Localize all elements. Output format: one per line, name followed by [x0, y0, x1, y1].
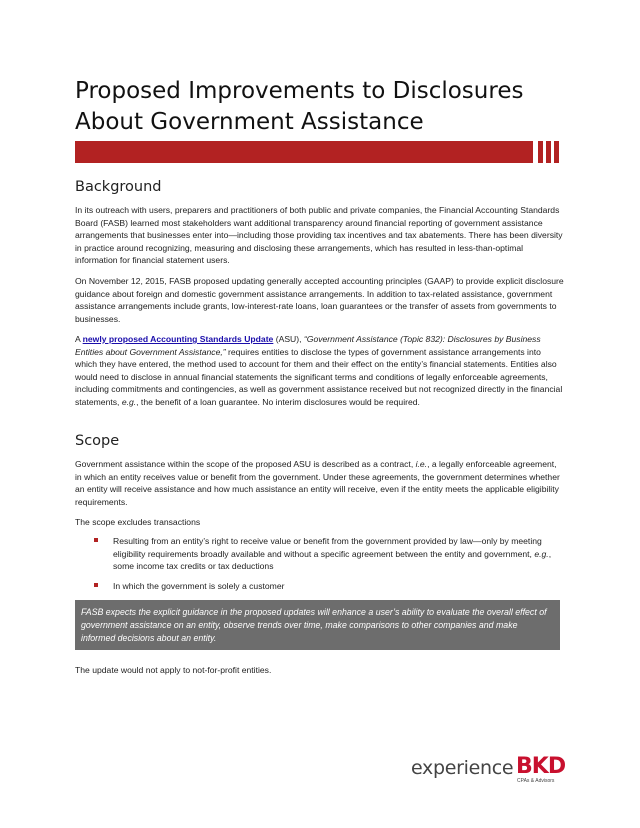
exclusions-list [94, 535, 564, 599]
logo-brand: BKD [516, 754, 566, 779]
bullet1-eg: e.g. [534, 548, 549, 559]
scope-heading: Scope [75, 433, 120, 449]
closing-paragraph: The update would not apply to not-for-profit entities. [75, 665, 272, 675]
p3-end: , the benefit of a loan guarantee. No interim disclosures would be required. [136, 396, 420, 407]
accent-stripe [546, 141, 551, 163]
scope-paragraph-1 [75, 458, 565, 508]
logo-word: experience [411, 757, 514, 779]
title-accent-stripes [538, 141, 559, 163]
callout-box: FASB expects the explicit guidance in the proposed updates will enhance a user’s ability to evaluate the overall effect of government assistance on an entity, observe trends over time, make comparisons to other companies and make informed decisions about an entity. [75, 600, 560, 650]
p3-prefix: A [75, 334, 83, 344]
scope-p1-b: , a legally enforceable agreement, in which an entity receives value or benefit from the government. Under these agreements, the government determines whether an entity will receive assistance and how much assistance an entity will receive, even if the entity meets the applicable eligibility requirements. [75, 459, 560, 507]
background-paragraph-2: On November 12, 2015, FASB proposed updating generally accepted accounting principles (GAAP) to provide explicit disclosure guidance about foreign and domestic government assistance arrangements. In addition to tax-related assistance, government assistance arrangements include grants, low-interest-rate loans, loan guarantees or the transfer of assets from governments to businesses. [75, 276, 564, 324]
logo-tagline: CPAs & Advisors [517, 778, 555, 784]
p3-after-link: (ASU), [273, 334, 304, 344]
proposed-asu-link[interactable]: newly proposed Accounting Standards Update [82, 334, 274, 344]
bullet-square-icon [94, 583, 98, 587]
scope-p1-a: Government assistance within the scope of the proposed ASU is described as a contract, [75, 459, 416, 469]
bullet1-a: Resulting from an entity’s right to receive value or benefit from the government provided by law—only by meeting eligibility requirements broadly available and without a specific agreement between the entity and government, [113, 536, 542, 559]
asu-title: “Government Assistance (Topic 832): Disclosures by Business Entities about Government Assistance,” [75, 334, 541, 357]
list-item [94, 535, 564, 573]
scope-paragraph-2: The scope excludes transactions [75, 517, 201, 527]
p3-eg: e.g. [121, 396, 137, 407]
bullet1-b: , some income tax credits or tax deductions [113, 548, 552, 572]
bullet2-text: In which the government is solely a customer [113, 580, 285, 591]
background-paragraph-3 [75, 333, 565, 409]
background-paragraph-1: In its outreach with users, preparers and practitioners of both public and private companies, the Financial Accounting Standards Board (FASB) learned most stakeholders want additional transparency around financial reporting of government assistance arrangements that businesses enter into—including those providing tax incentives and tax abatements. There has been diversity in practice around recognizing, measuring and disclosing these arrangements, which has resulted in less-than-optimal information for financial statement users. [75, 205, 563, 266]
page-title-line-1: Proposed Improvements to Disclosures [75, 78, 524, 104]
accent-stripe [538, 141, 543, 163]
p3-body: requires entities to disclose the types of government assistance arrangements into which they have entered, the method used to account for them and their effect on the entity’s financial statements. Entities also would need to disclose in annual financial statements the significant terms and conditions of legally enforceable agreements, including commitments and contingencies, as well as government assistance received but not recognized directly in the financial statements, [75, 346, 563, 407]
list-item [94, 580, 564, 593]
bullet-square-icon [94, 538, 98, 542]
scope-p1-ie: i.e. [415, 459, 428, 469]
background-heading: Background [75, 179, 162, 195]
bkd-logo [411, 756, 571, 786]
accent-stripe [554, 141, 559, 163]
title-accent-bar [75, 141, 533, 163]
page-title [75, 76, 555, 138]
page-title-line-2: About Government Assistance [75, 109, 424, 135]
